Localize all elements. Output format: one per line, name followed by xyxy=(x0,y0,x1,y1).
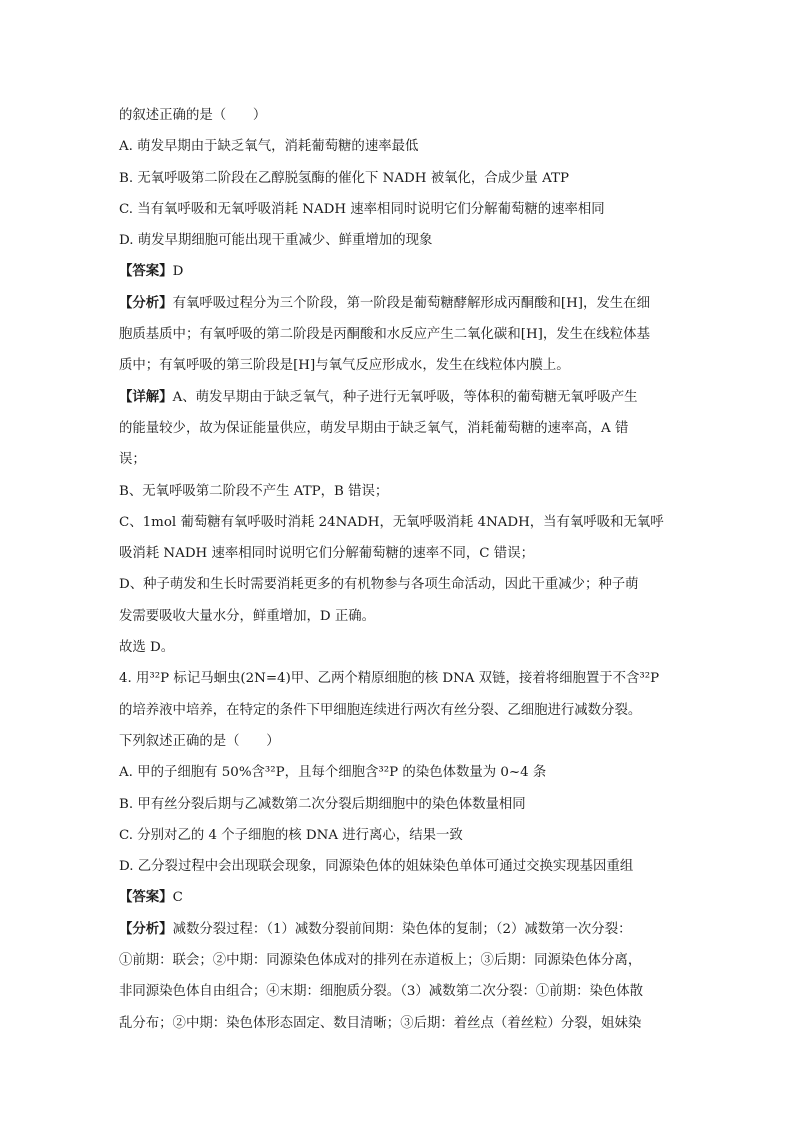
q3-analysis-line: 胞质基质中；有氧呼吸的第二阶段是丙酮酸和水反应产生二氧化碳和[H]，发生在线粒体基 xyxy=(119,327,650,343)
q3-analysis-line xyxy=(119,288,679,319)
q3-detail-line: B、无氧呼吸第二阶段不产生 ATP，B 错误； xyxy=(119,483,389,499)
q4-answer xyxy=(119,882,679,913)
document-page xyxy=(119,100,679,1039)
q3-option-a: A. 萌发早期由于缺乏氧气，消耗葡萄糖的速率最低 xyxy=(119,139,419,155)
q4-analysis-line xyxy=(119,914,679,945)
q4-option-c: C. 分别对乙的 4 个子细胞的核 DNA 进行离心，结果一致 xyxy=(119,827,463,843)
q3-detail-line: 误； xyxy=(119,452,146,468)
q3-conclusion: 故选 D。 xyxy=(119,640,175,656)
analysis-text: 减数分裂过程：（1）减数分裂前间期：染色体的复制；（2）减数第一次分裂： xyxy=(172,921,632,937)
answer-value: C xyxy=(172,890,183,906)
q3-detail-line: 吸消耗 NADH 速率相同时说明它们分解葡萄糖的速率不同，C 错误； xyxy=(119,546,534,562)
q4-analysis-line: 非同源染色体自由组合；④末期：细胞质分裂。（3）减数第二次分裂：①前期：染色体散 xyxy=(119,984,644,1000)
q4-option-d: D. 乙分裂过程中会出现联会现象，同源染色体的姐妹染色单体可通过交换实现基因重组 xyxy=(119,859,634,875)
q3-detail-line: C、1mol 葡萄糖有氧呼吸时消耗 24NADH，无氧呼吸消耗 4NADH，当有氧呼吸和无氧呼 xyxy=(119,514,664,530)
q4-analysis-line: 乱分布；②中期：染色体形态固定、数目清晰；③后期：着丝点（着丝粒）分裂，姐妹染 xyxy=(119,1015,642,1031)
analysis-label: 【分析】 xyxy=(119,920,173,937)
q4-option-a: A. 甲的子细胞有 50%含³²P，且每个细胞含³²P 的染色体数量为 0~4 条 xyxy=(119,765,547,781)
analysis-label: 【分析】 xyxy=(119,294,173,311)
q3-option-c: C. 当有氧呼吸和无氧呼吸消耗 NADH 速率相同时说明它们分解葡萄糖的速率相同 xyxy=(119,201,605,217)
q3-stem-tail: 的叙述正确的是（ ） xyxy=(119,108,267,123)
q4-option-b: B. 甲有丝分裂后期与乙减数第二次分裂后期细胞中的染色体数量相同 xyxy=(119,796,526,812)
answer-value: D xyxy=(172,264,184,280)
detail-text: A、萌发早期由于缺乏氧气，种子进行无氧呼吸，等体积的葡萄糖无氧呼吸产生 xyxy=(172,389,638,405)
q3-detail-line: 的能量较少，故为保证能量供应，萌发早期由于缺乏氧气，消耗葡萄糖的速率高，A 错 xyxy=(119,420,629,436)
q3-answer xyxy=(119,256,679,287)
q3-detail-line xyxy=(119,382,679,413)
q4-stem-line: 的培养液中培养，在特定的条件下甲细胞连续进行两次有丝分裂、乙细胞进行减数分裂。 xyxy=(119,702,642,718)
q3-detail-line: D、种子萌发和生长时需要消耗更多的有机物参与各项生命活动，因此干重减少；种子萌 xyxy=(119,577,639,593)
analysis-text: 有氧呼吸过程分为三个阶段，第一阶段是葡萄糖酵解形成丙酮酸和[H]，发生在细 xyxy=(172,295,650,311)
q4-analysis-line: ①前期：联会；②中期：同源染色体成对的排列在赤道板上；③后期：同源染色体分离， xyxy=(119,953,642,969)
q3-detail-line: 发需要吸收大量水分，鲜重增加，D 正确。 xyxy=(119,608,376,624)
q3-option-d: D. 萌发早期细胞可能出现干重减少、鲜重增加的现象 xyxy=(119,233,433,249)
q4-stem-line: 下列叙述正确的是（ ） xyxy=(119,733,280,749)
answer-label: 【答案】 xyxy=(119,263,173,280)
q3-analysis-line: 质中；有氧呼吸的第三阶段是[H]与氧气反应形成水，发生在线粒体内膜上。 xyxy=(119,358,570,374)
answer-label: 【答案】 xyxy=(119,889,173,906)
detail-label: 【详解】 xyxy=(119,388,173,405)
q4-stem-line: 4. 用³²P 标记马蛔虫(2N=4)甲、乙两个精原细胞的核 DNA 双链，接着将细胞置于不含³²P xyxy=(119,671,660,687)
q3-option-b: B. 无氧呼吸第二阶段在乙醇脱氢酶的催化下 NADH 被氧化，合成少量 ATP xyxy=(119,170,569,186)
